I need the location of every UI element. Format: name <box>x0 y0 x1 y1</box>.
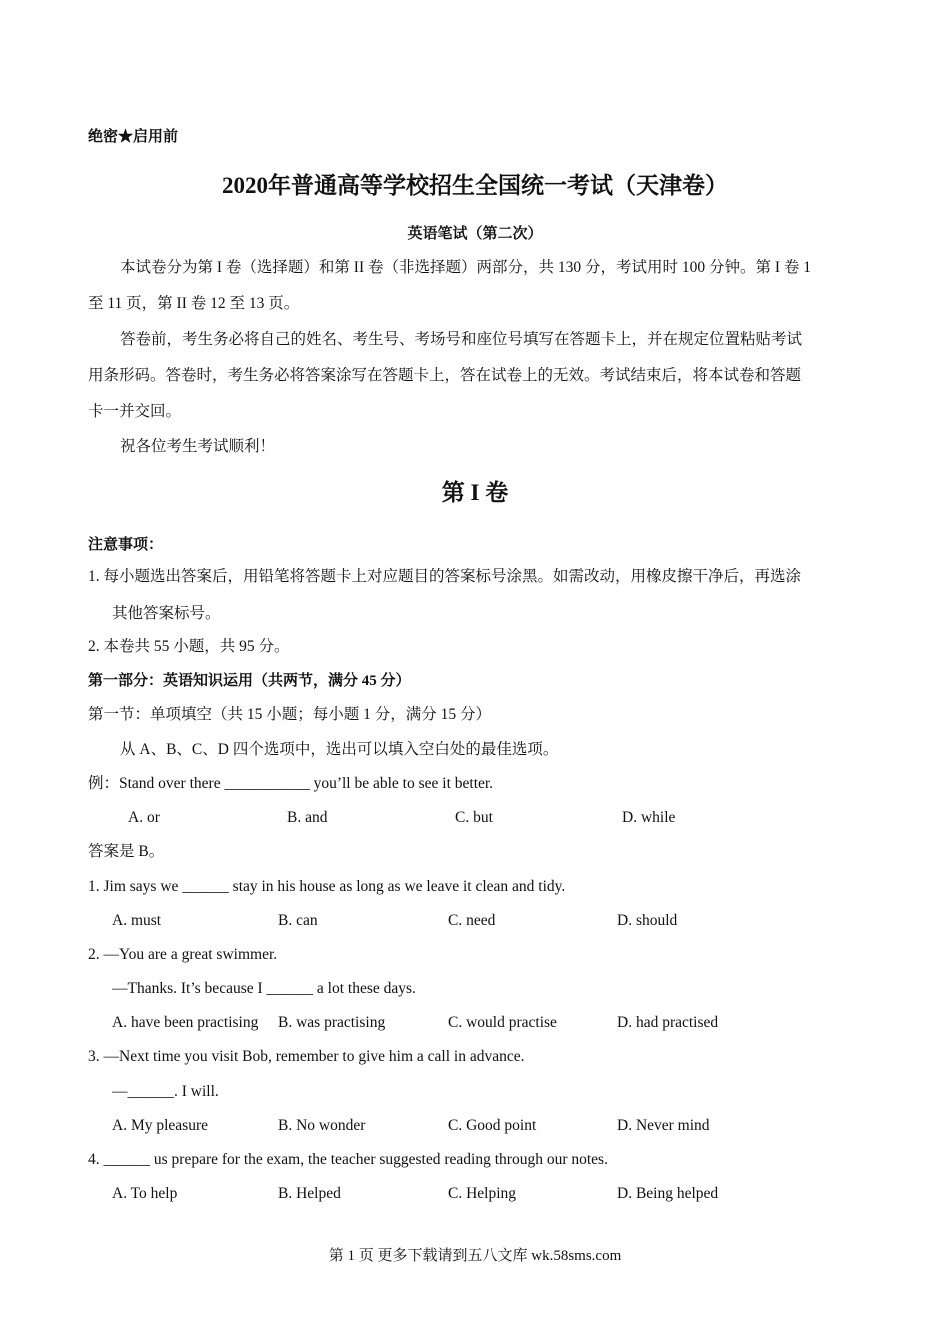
example-stem: 例：Stand over there ___________ you’ll be able to see it better. <box>88 775 494 792</box>
question-1-stem: 1. Jim says we ______ stay in his house as long as we leave it clean and tidy. <box>88 878 566 895</box>
intro-paragraph-1-line-2: 至 11 页，第 II 卷 12 至 13 页。 <box>88 295 300 312</box>
question-2-option-b: B. was practising <box>278 1014 386 1031</box>
question-1-option-b: B. can <box>278 912 318 929</box>
intro-paragraph-2-line-3: 卡一并交回。 <box>88 403 182 420</box>
intro-paragraph-1-line-1: 本试卷分为第 I 卷（选择题）和第 II 卷（非选择题）两部分，共 130 分，考试用时 100 分钟。第 I 卷 1 <box>120 259 812 276</box>
question-3-option-c: C. Good point <box>448 1117 537 1134</box>
note-1-line-1: 1. 每小题选出答案后，用铅笔将答题卡上对应题目的答案标号涂黑。如需改动，用橡皮擦干净后，再选涂 <box>88 568 802 585</box>
intro-paragraph-2-line-2: 用条形码。答卷时，考生务必将答案涂写在答题卡上，答在试卷上的无效。考试结束后，将本试卷和答题 <box>88 367 802 384</box>
question-1-option-d: D. should <box>617 912 678 929</box>
question-2-reply: —Thanks. It’s because I ______ a lot these days. <box>112 980 416 997</box>
section-1-heading: 第一节：单项填空（共 15 小题；每小题 1 分，满分 15 分） <box>88 706 492 723</box>
question-2-option-c: C. would practise <box>448 1014 557 1031</box>
page-footer: 第 1 页 更多下载请到五八文库 wk.58sms.com <box>328 1248 622 1264</box>
note-2: 2. 本卷共 55 小题，共 95 分。 <box>88 638 290 655</box>
question-2-option-d: D. had practised <box>617 1014 719 1031</box>
example-answer: 答案是 B。 <box>88 843 165 860</box>
example-option-c: C. but <box>455 809 493 826</box>
example-option-a: A. or <box>128 809 160 826</box>
exam-title: 2020年普通高等学校招生全国统一考试（天津卷） <box>222 173 728 198</box>
intro-paragraph-2-line-1: 答卷前，考生务必将自己的姓名、考生号、考场号和座位号填写在答题卡上，并在规定位置粘贴考试 <box>120 331 803 348</box>
notes-title: 注意事项： <box>88 537 164 553</box>
note-1-line-2: 其他答案标号。 <box>112 605 221 622</box>
question-2-stem: 2. —You are a great swimmer. <box>88 946 278 963</box>
question-4-stem: 4. ______ us prepare for the exam, the teacher suggested reading through our notes. <box>88 1151 608 1168</box>
volume-title: 第 I 卷 <box>441 480 509 505</box>
question-4-option-b: B. Helped <box>278 1185 341 1202</box>
question-3-reply: —______. I will. <box>112 1083 219 1100</box>
section-instruction: 从 A、B、C、D 四个选项中，选出可以填入空白处的最佳选项。 <box>120 741 559 758</box>
question-2-option-a: A. have been practising <box>112 1014 259 1031</box>
question-4-option-c: C. Helping <box>448 1185 517 1202</box>
question-1-option-a: A. must <box>112 912 162 929</box>
question-3-stem: 3. —Next time you visit Bob, remember to give him a call in advance. <box>88 1048 525 1065</box>
part-1-heading: 第一部分：英语知识运用（共两节，满分 45 分） <box>88 673 411 689</box>
question-3-option-a: A. My pleasure <box>112 1117 208 1134</box>
question-3-option-d: D. Never mind <box>617 1117 710 1134</box>
secret-label: 绝密★启用前 <box>88 129 179 145</box>
question-4-option-d: D. Being helped <box>617 1185 719 1202</box>
question-4-option-a: A. To help <box>112 1185 178 1202</box>
question-1-option-c: C. need <box>448 912 496 929</box>
example-option-b: B. and <box>287 809 328 826</box>
question-3-option-b: B. No wonder <box>278 1117 366 1134</box>
intro-paragraph-3: 祝各位考生考试顺利！ <box>120 438 276 455</box>
exam-subtitle: 英语笔试（第二次） <box>407 226 543 242</box>
example-option-d: D. while <box>622 809 676 826</box>
